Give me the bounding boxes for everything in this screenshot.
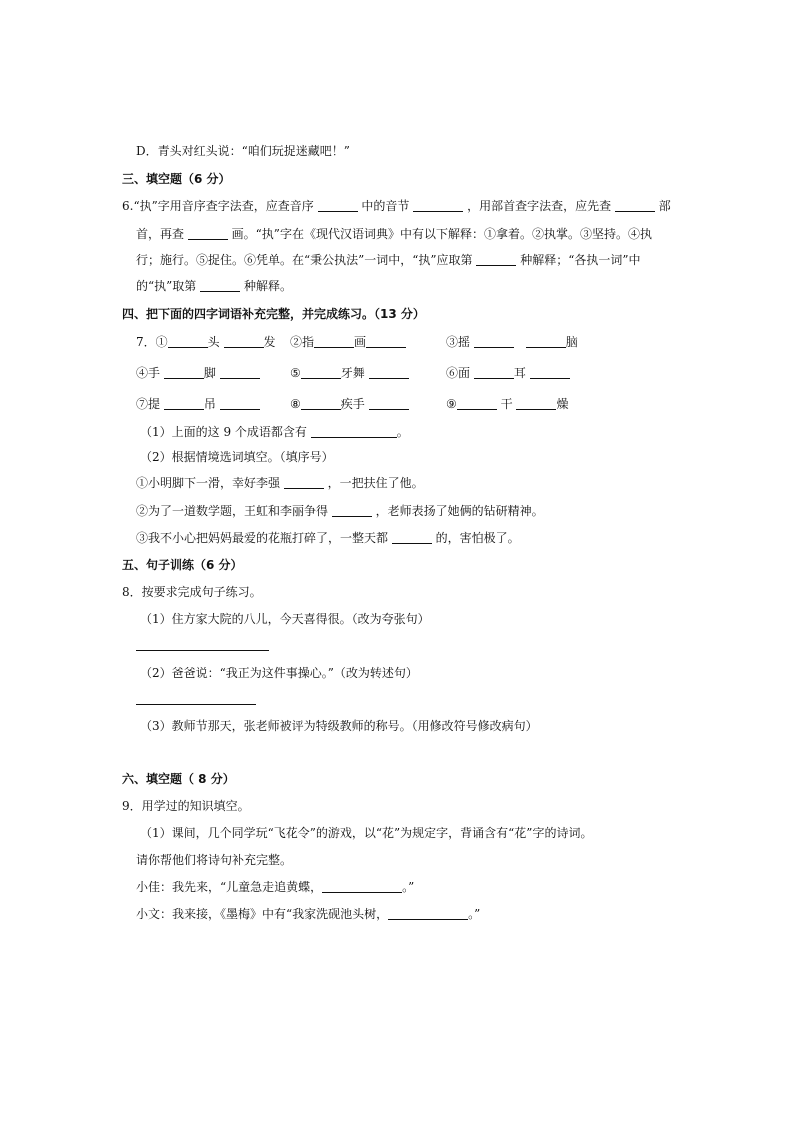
q7-blank[interactable] (530, 366, 570, 379)
q7-blank[interactable] (457, 397, 497, 410)
q7-idiom-6: ⑥面 耳 (446, 365, 570, 381)
q6-blank-2[interactable] (413, 199, 463, 212)
q8-sub-3: （3）教师节那天，张老师被评为特级教师的称号。（用修改符号修改病句） (140, 719, 538, 733)
q7-sub-1-blank[interactable] (311, 425, 397, 438)
q6-blank-3[interactable] (615, 199, 655, 212)
q7-blank[interactable] (474, 335, 514, 348)
q8-sub-2: （2）爸爸说：“我正为这件事操心。”（改为转述句） (140, 666, 418, 680)
q7-blank[interactable] (369, 366, 409, 379)
q7-sub-2-c-blank[interactable] (392, 531, 432, 544)
q7-blank[interactable] (164, 397, 204, 410)
q7-idiom-7: ⑦提 吊 (136, 396, 260, 412)
q8-answer-line-1[interactable] (136, 650, 269, 651)
q7-sub-2-b-blank[interactable] (332, 504, 372, 517)
q7-blank[interactable] (224, 335, 264, 348)
q7-sub-1: （1）上面的这 9 个成语都含有 。 (140, 425, 409, 439)
q7-sub-2-a: ①小明脚下一滑，幸好李强 ，一把扶住了他。 (136, 476, 424, 490)
option-d (136, 143, 350, 159)
q9-poem-1-blank[interactable] (322, 880, 402, 893)
q8-answer-line-2[interactable] (136, 704, 256, 705)
q7-idiom-5: ⑤ 牙舞 (290, 365, 409, 381)
q7-blank[interactable] (474, 366, 514, 379)
q9-sub-1: （1）课间，几个同学玩“飞花令”的游戏，以“花”为规定字，背诵含有“花”字的诗词。 (140, 826, 593, 840)
section-4-heading: 四、把下面的四字词语补充完整，并完成练习。（13 分） (122, 307, 425, 321)
q9-sub-1-cont: 请你帮他们将诗句补充完整。 (136, 853, 293, 867)
q7-idiom-1: 7．① 头 发 (136, 335, 276, 349)
q7-blank[interactable] (369, 397, 409, 410)
q7-blank[interactable] (366, 335, 406, 348)
q9-poem-1: 小佳：我先来，“儿童急走追黄蝶， 。” (136, 880, 415, 894)
q7-sub-2-c: ③我不小心把妈妈最爱的花瓶打碎了，一整天都 的，害怕极了。 (136, 531, 520, 545)
q7-idiom-3: ③摇 脑 (446, 335, 578, 349)
q7-idiom-8: ⑧ 疾手 (290, 396, 409, 412)
q6-line-4: 的“执”取第 种解释。 (136, 279, 292, 293)
q6-blank-5[interactable] (476, 253, 516, 266)
q7-sub-2: （2）根据情境选词填空。（填序号） (140, 450, 334, 464)
q7-blank[interactable] (314, 335, 354, 348)
q7-blank[interactable] (220, 366, 260, 379)
q7-blank[interactable] (168, 335, 208, 348)
section-6-heading: 六、填空题（ 8 分） (122, 772, 235, 786)
q7-idiom-2: ②指 画 (290, 334, 406, 350)
q6-line-3: 行；施行。⑤捉住。⑥凭单。在“秉公执法”一词中，“执”应取第 种解释；“各执一词”中 (136, 253, 641, 267)
q6-blank-4[interactable] (188, 227, 228, 240)
q7-blank[interactable] (516, 397, 556, 410)
q7-blank[interactable] (220, 397, 260, 410)
q6-line-2: 首，再查 画。“执”字在《现代汉语词典》中有以下解释：①拿着。②执掌。③坚持。④执 (136, 227, 652, 241)
q7-blank[interactable] (164, 366, 204, 379)
q6-line-1: 6.“执”字用音序查字法查，应查音序 中的音节 ，用部首查字法查，应先查 部 (122, 199, 671, 213)
q6-blank-1[interactable] (318, 199, 358, 212)
q7-idiom-9: ⑨ 干 燥 (446, 397, 569, 411)
q7-sub-2-a-blank[interactable] (284, 476, 324, 489)
q7-blank[interactable] (301, 397, 341, 410)
q8-sub-1: （1）住方家大院的八儿，今天喜得很。（改为夸张句） (140, 612, 430, 626)
section-5-heading: 五、句子训练（6 分） (122, 558, 243, 572)
q7-blank[interactable] (301, 366, 341, 379)
q7-sub-2-b: ②为了一道数学题，王虹和李丽争得 ，老师表扬了她俩的钻研精神。 (136, 504, 544, 518)
q8-intro: 8．按要求完成句子练习。 (122, 585, 262, 599)
q7-idiom-4: ④手 脚 (136, 365, 260, 381)
q9-poem-2: 小文：我来接，《墨梅》中有“我家洗砚池头树， 。” (136, 907, 481, 921)
section-3-heading: 三、填空题（6 分） (122, 172, 231, 186)
q9-poem-2-blank[interactable] (388, 907, 468, 920)
option-d-text: D．青头对红头说：“咱们玩捉迷藏吧！” (136, 144, 350, 158)
q7-blank[interactable] (526, 335, 566, 348)
q6-blank-6[interactable] (200, 279, 240, 292)
q9-intro: 9．用学过的知识填空。 (122, 799, 250, 813)
